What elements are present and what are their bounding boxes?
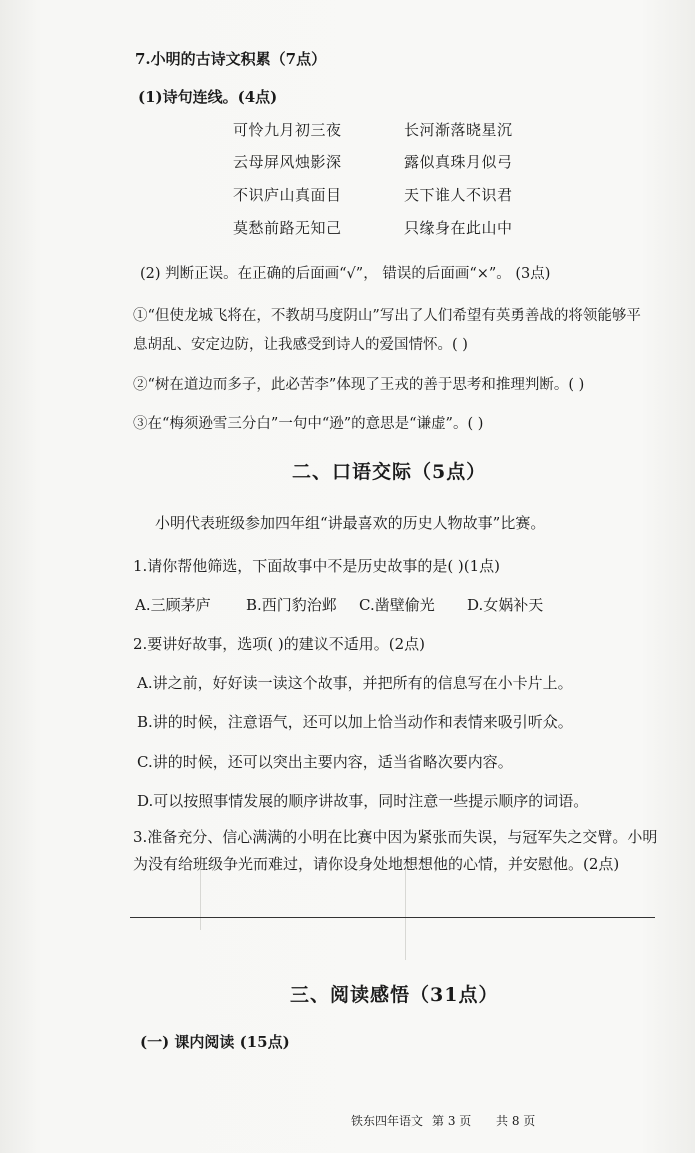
poem-left-1[interactable]: 可怜九月初三夜 <box>233 121 342 139</box>
s2-q2-option-b[interactable]: B.讲的时候，注意语气，还可以加上恰当动作和表情来吸引听众。 <box>137 713 573 731</box>
s2-q1-option-b[interactable]: B.西门豹治邺 <box>246 596 337 614</box>
answer-line[interactable] <box>130 917 655 918</box>
s2-q3-line2: 为没有给班级争光而难过，请你设身处地想想他的心情，并安慰他。(2点) <box>133 855 620 873</box>
q7-part2-title: (2) 判断正误。在正确的后面画“√”， 错误的后面画“×”。 (3点) <box>140 266 551 282</box>
poem-right-2[interactable]: 露似真珠月似弓 <box>404 153 513 171</box>
poem-right-1[interactable]: 长河渐落晓星沉 <box>404 121 513 139</box>
s2-q2-option-d[interactable]: D.可以按照事情发展的顺序讲故事，同时注意一些提示顺序的词语。 <box>137 792 589 810</box>
section3-sub1: (一) 课内阅读 (15点) <box>140 1033 290 1051</box>
s2-q3-line1: 3.准备充分、信心满满的小明在比赛中因为紧张而失误，与冠军失之交臂。小明 <box>133 828 658 846</box>
footer-total: 共 8 页 <box>496 1114 536 1128</box>
s2-q1-option-c[interactable]: C.凿壁偷光 <box>359 596 435 614</box>
fold-crease <box>405 870 406 960</box>
judge-item-3[interactable]: ③在“梅须逊雪三分白”一句中“逊”的意思是“谦虚”。( ) <box>133 416 484 432</box>
judge-item-2[interactable]: ②“树在道边而多子，此必苦李”体现了王戎的善于思考和推理判断。( ) <box>133 377 585 393</box>
section2-intro: 小明代表班级参加四年组“讲最喜欢的历史人物故事”比赛。 <box>155 514 546 532</box>
q7-part1-title: (1)诗句连线。(4点) <box>138 88 278 106</box>
judge-item-1-line1: ①“但使龙城飞将在，不教胡马度阴山”写出了人们希望有英勇善战的将领能够平 <box>133 308 641 324</box>
s2-q2-option-c[interactable]: C.讲的时候，还可以突出主要内容，适当省略次要内容。 <box>137 753 513 771</box>
fold-crease <box>200 870 201 930</box>
poem-left-4[interactable]: 莫愁前路无知己 <box>233 219 342 237</box>
poem-right-4[interactable]: 只缘身在此山中 <box>404 219 513 237</box>
section2-title: 二、口语交际（5点） <box>292 461 487 483</box>
footer-page: 第 3 页 <box>432 1114 472 1128</box>
s2-q2-text[interactable]: 2.要讲好故事，选项( )的建议不适用。(2点) <box>133 635 426 653</box>
poem-left-3[interactable]: 不识庐山真面目 <box>233 186 342 204</box>
s2-q1-text[interactable]: 1.请你帮他筛选，下面故事中不是历史故事的是( )(1点) <box>133 557 501 575</box>
section3-title: 三、阅读感悟（31点） <box>290 984 499 1006</box>
judge-item-1-line2[interactable]: 息胡乱、安定边防，让我感受到诗人的爱国情怀。( ) <box>133 337 468 353</box>
poem-right-3[interactable]: 天下谁人不识君 <box>404 186 513 204</box>
s2-q2-option-a[interactable]: A.讲之前，好好读一读这个故事，并把所有的信息写在小卡片上。 <box>137 674 573 692</box>
footer-course: 铁东四年语文 <box>351 1114 424 1128</box>
s2-q1-option-a[interactable]: A.三顾茅庐 <box>135 596 211 614</box>
poem-left-2[interactable]: 云母屏风烛影深 <box>233 153 342 171</box>
s2-q1-option-d[interactable]: D.女娲补天 <box>467 596 544 614</box>
q7-title: 7.小明的古诗文积累（7点） <box>135 50 327 68</box>
